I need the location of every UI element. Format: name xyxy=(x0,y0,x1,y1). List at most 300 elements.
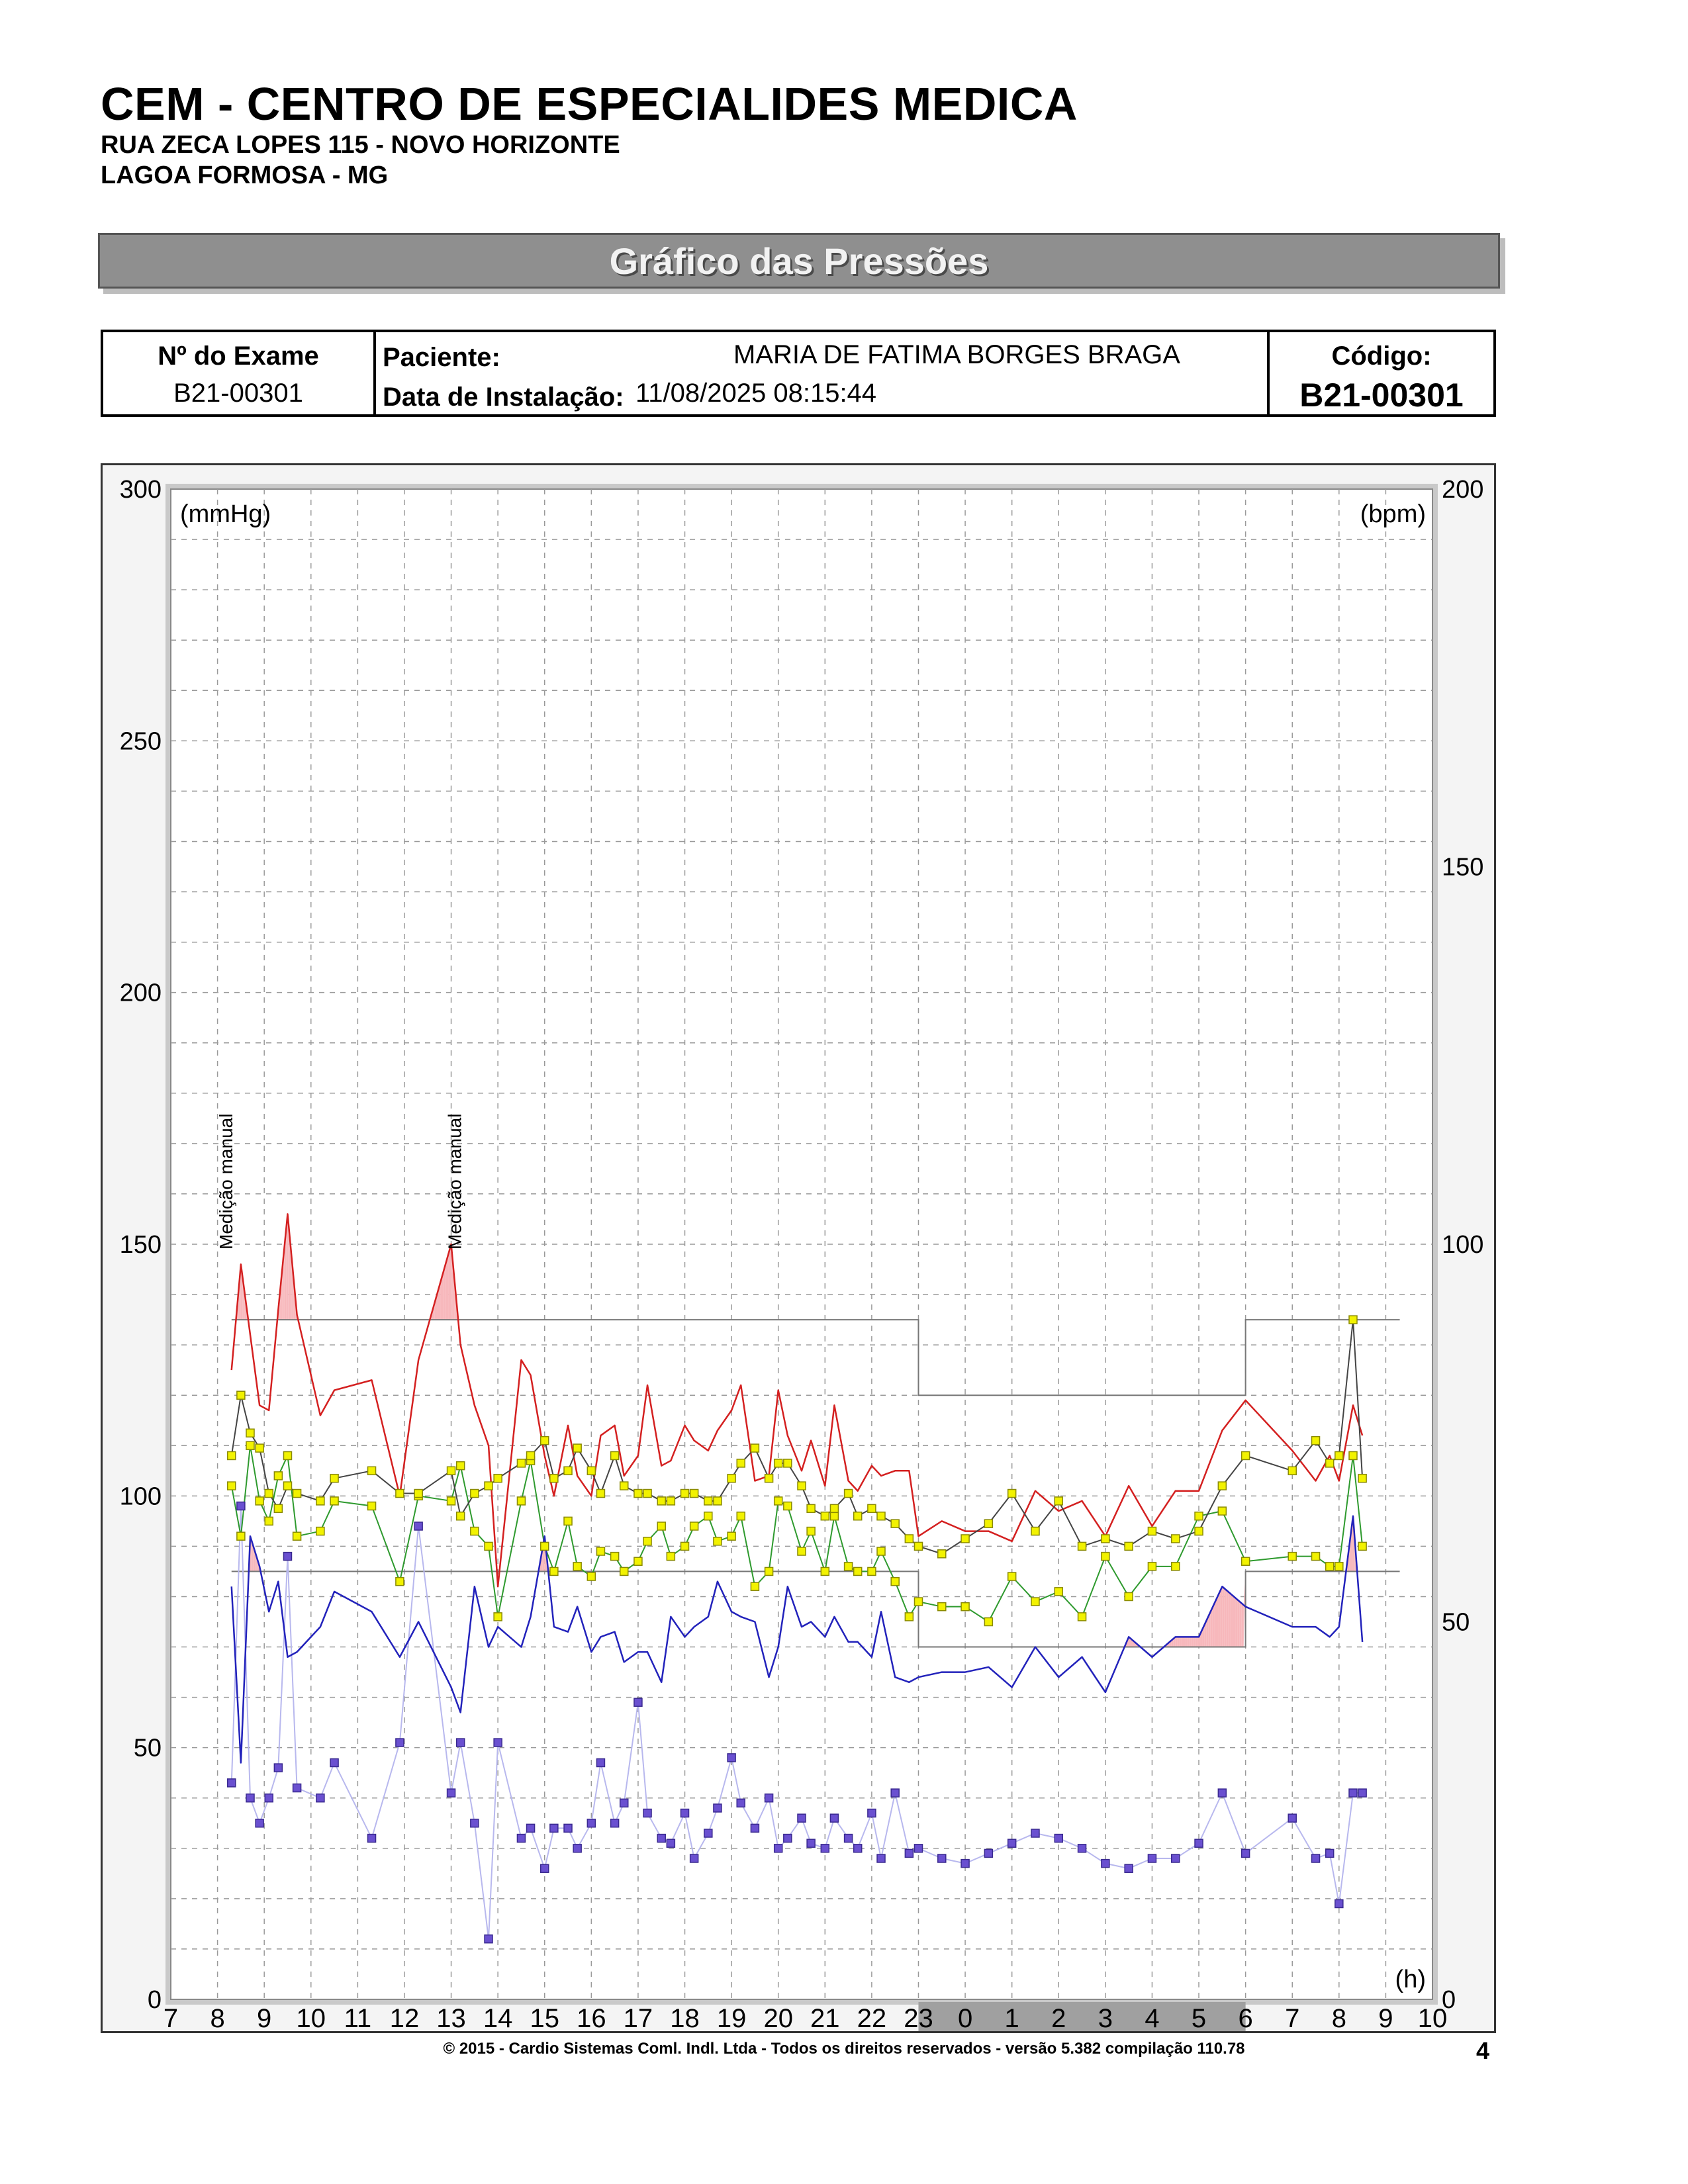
heart-rate-point xyxy=(316,1497,324,1505)
patient-label: Paciente: xyxy=(383,343,500,372)
heart-rate-point xyxy=(485,1482,492,1490)
pulse-pressure-point xyxy=(265,1794,273,1802)
heart-rate-point xyxy=(265,1490,273,1498)
diastolic-excess-area xyxy=(1195,1637,1197,1647)
pulse-pressure-point xyxy=(1148,1854,1156,1862)
pressure-chart xyxy=(103,465,1494,2031)
pulse-pressure-point xyxy=(330,1758,338,1766)
heart-rate-point xyxy=(517,1459,525,1467)
mean-pressure-point xyxy=(1358,1542,1366,1550)
heart-rate-point xyxy=(414,1490,422,1498)
mean-pressure-point xyxy=(1288,1553,1296,1561)
diastolic-excess-area xyxy=(1215,1599,1217,1647)
patient-name: MARIA DE FATIMA BORGES BRAGA xyxy=(733,340,1180,369)
mean-pressure-point xyxy=(681,1542,689,1550)
pulse-pressure-point xyxy=(1055,1835,1062,1843)
pulse-pressure-point xyxy=(905,1849,913,1857)
pulse-pressure-point xyxy=(293,1784,301,1792)
mean-pressure-point xyxy=(587,1572,595,1580)
left-axis-tick-label: 0 xyxy=(147,1986,162,2014)
pulse-pressure-point xyxy=(798,1814,806,1822)
pulse-pressure-point xyxy=(228,1779,236,1787)
heart-rate-point xyxy=(727,1475,735,1482)
diastolic-excess-area xyxy=(1220,1586,1222,1647)
x-axis-tick-label: 23 xyxy=(904,2004,933,2031)
pulse-pressure-point xyxy=(751,1824,759,1832)
heart-rate-point xyxy=(611,1451,619,1459)
heart-rate-point xyxy=(1031,1527,1039,1535)
heart-rate-point xyxy=(905,1535,913,1543)
heart-rate-point xyxy=(527,1451,535,1459)
mean-pressure-point xyxy=(891,1578,899,1586)
mean-pressure-point xyxy=(914,1598,922,1606)
pulse-pressure-point xyxy=(1031,1829,1039,1837)
mean-pressure-point xyxy=(854,1567,862,1575)
pulse-pressure-point xyxy=(807,1839,815,1847)
diastolic-excess-area xyxy=(1232,1595,1234,1647)
heart-rate-point xyxy=(587,1467,595,1475)
manual-measurement-annotation: Medição manual xyxy=(444,1113,465,1250)
heart-rate-point xyxy=(1055,1497,1062,1505)
heart-rate-point xyxy=(330,1475,338,1482)
heart-rate-point xyxy=(690,1490,698,1498)
x-axis-tick-label: 0 xyxy=(957,2004,973,2031)
heart-rate-point xyxy=(447,1467,455,1475)
pulse-pressure-point xyxy=(587,1819,595,1827)
mean-pressure-point xyxy=(447,1497,455,1505)
heart-rate-point xyxy=(1326,1459,1334,1467)
mean-pressure-point xyxy=(316,1527,324,1535)
diastolic-excess-area xyxy=(1213,1604,1215,1647)
footer-copyright: © 2015 - Cardio Sistemas Coml. Indl. Ltda - Todos os direitos reservados - versão 5.382 compilação 110.78 xyxy=(443,2040,1245,2058)
heart-rate-point xyxy=(596,1490,604,1498)
mean-pressure-point xyxy=(1078,1613,1086,1621)
pulse-pressure-point xyxy=(447,1789,455,1797)
mean-pressure-point xyxy=(274,1472,282,1480)
x-axis-tick-label: 7 xyxy=(1285,2004,1300,2031)
x-axis-tick-label: 5 xyxy=(1191,2004,1207,2031)
heart-rate-point xyxy=(1349,1316,1357,1324)
left-axis-tick-label: 300 xyxy=(119,476,162,504)
pulse-pressure-point xyxy=(765,1794,773,1802)
x-axis-tick-label: 13 xyxy=(436,2004,466,2031)
diastolic-excess-area xyxy=(1224,1588,1226,1647)
pulse-pressure-point xyxy=(984,1849,992,1857)
heart-rate-point xyxy=(494,1475,502,1482)
mean-pressure-point xyxy=(1102,1553,1109,1561)
mean-pressure-point xyxy=(228,1482,236,1490)
mean-pressure-point xyxy=(845,1563,853,1570)
heart-rate-point xyxy=(457,1512,465,1520)
systolic-excess-area xyxy=(448,1244,451,1320)
pulse-pressure-point xyxy=(690,1854,698,1862)
left-axis-tick-label: 150 xyxy=(119,1231,162,1259)
pulse-pressure-point xyxy=(550,1824,558,1832)
mean-pressure-point xyxy=(830,1512,838,1520)
mean-pressure-point xyxy=(798,1547,806,1555)
x-axis-tick-label: 8 xyxy=(210,2004,225,2031)
clinic-header xyxy=(101,78,1078,191)
mean-pressure-point xyxy=(396,1578,404,1586)
code-cell xyxy=(1270,332,1493,414)
install-date-label: Data de Instalação: xyxy=(383,383,624,412)
left-axis-tick-label: 250 xyxy=(119,727,162,756)
heart-rate-point xyxy=(961,1535,969,1543)
pulse-pressure-point xyxy=(1288,1814,1296,1822)
pulse-pressure-point xyxy=(485,1935,492,1943)
mean-pressure-point xyxy=(714,1537,722,1545)
pulse-pressure-point xyxy=(596,1758,604,1766)
mean-pressure-point xyxy=(457,1462,465,1470)
heart-rate-point xyxy=(868,1504,876,1512)
x-axis-tick-label: 17 xyxy=(623,2004,653,2031)
right-axis-tick-label: 0 xyxy=(1442,1986,1456,2014)
x-axis-tick-label: 1 xyxy=(1004,2004,1019,2031)
heart-rate-point xyxy=(541,1437,549,1445)
diastolic-excess-area xyxy=(1184,1637,1186,1647)
x-axis-tick-label: 3 xyxy=(1098,2004,1113,2031)
mean-pressure-point xyxy=(774,1497,782,1505)
pulse-pressure-point xyxy=(414,1522,422,1530)
x-axis-tick-label: 11 xyxy=(344,2004,372,2031)
mean-pressure-point xyxy=(807,1527,815,1535)
mean-pressure-point xyxy=(550,1567,558,1575)
page-number: 4 xyxy=(1476,2037,1490,2064)
exam-number-cell xyxy=(103,332,376,414)
diastolic-excess-area xyxy=(1178,1637,1180,1647)
pulse-pressure-point xyxy=(643,1809,651,1817)
diastolic-excess-area xyxy=(1180,1637,1182,1647)
left-unit-label: (mmHg) xyxy=(180,500,271,528)
pulse-pressure-point xyxy=(1172,1854,1180,1862)
pulse-pressure-point xyxy=(845,1835,853,1843)
heart-rate-point xyxy=(471,1490,479,1498)
heart-rate-point xyxy=(807,1504,815,1512)
diastolic-excess-area xyxy=(1230,1593,1232,1647)
pulse-pressure-point xyxy=(938,1854,946,1862)
heart-rate-point xyxy=(237,1391,245,1399)
mean-pressure-point xyxy=(1326,1563,1334,1570)
heart-rate-point xyxy=(368,1467,376,1475)
heart-rate-point xyxy=(283,1482,291,1490)
diastolic-excess-area xyxy=(1182,1637,1184,1647)
mean-pressure-point xyxy=(596,1547,604,1555)
diastolic-excess-area xyxy=(1176,1637,1178,1647)
pulse-pressure-point xyxy=(877,1854,885,1862)
pulse-pressure-point xyxy=(368,1835,376,1843)
pulse-pressure-point xyxy=(1335,1899,1343,1907)
mean-pressure-point xyxy=(471,1527,479,1535)
pulse-pressure-point xyxy=(1312,1854,1320,1862)
x-axis-tick-label: 9 xyxy=(1378,2004,1393,2031)
mean-pressure-point xyxy=(765,1567,773,1575)
diastolic-excess-area xyxy=(1185,1637,1187,1647)
mean-pressure-point xyxy=(611,1553,619,1561)
manual-measurement-annotation: Medição manual xyxy=(215,1113,236,1250)
heart-rate-point xyxy=(938,1550,946,1558)
heart-rate-point xyxy=(228,1451,236,1459)
diastolic-excess-area xyxy=(1234,1596,1236,1647)
exam-number-label: Nº do Exame xyxy=(158,341,319,371)
mean-pressure-point xyxy=(1125,1592,1133,1600)
pressure-chart-frame xyxy=(101,463,1496,2033)
heart-rate-point xyxy=(1312,1437,1320,1445)
diastolic-excess-area xyxy=(1236,1598,1238,1647)
diastolic-excess-area xyxy=(1240,1602,1242,1647)
pulse-pressure-point xyxy=(573,1844,581,1852)
mean-pressure-point xyxy=(517,1497,525,1505)
heart-rate-point xyxy=(1172,1535,1180,1543)
pulse-pressure-point xyxy=(471,1819,479,1827)
x-axis-tick-label: 4 xyxy=(1145,2004,1160,2031)
pulse-pressure-point xyxy=(1349,1789,1357,1797)
page-title: Gráfico das Pressões xyxy=(609,240,989,282)
heart-rate-point xyxy=(1335,1451,1343,1459)
mean-pressure-point xyxy=(541,1542,549,1550)
pulse-pressure-point xyxy=(714,1804,722,1812)
pulse-pressure-point xyxy=(1242,1849,1250,1857)
pulse-pressure-point xyxy=(704,1829,712,1837)
mean-pressure-point xyxy=(1242,1557,1250,1565)
mean-pressure-point xyxy=(1349,1451,1357,1459)
heart-rate-point xyxy=(1242,1451,1250,1459)
patient-cell xyxy=(376,332,1270,414)
pulse-pressure-point xyxy=(1358,1789,1366,1797)
x-axis-tick-label: 10 xyxy=(1417,2004,1448,2031)
pulse-pressure-point xyxy=(784,1835,792,1843)
x-axis-tick-label: 15 xyxy=(530,2004,559,2031)
mean-pressure-point xyxy=(573,1563,581,1570)
diastolic-excess-area xyxy=(1242,1604,1244,1647)
mean-pressure-point xyxy=(984,1618,992,1626)
pulse-pressure-point xyxy=(737,1799,745,1807)
heart-rate-point xyxy=(1218,1482,1226,1490)
mean-pressure-point xyxy=(246,1441,254,1449)
heart-rate-point xyxy=(550,1475,558,1482)
mean-pressure-point xyxy=(657,1522,665,1530)
pulse-pressure-point xyxy=(494,1739,502,1747)
heart-rate-point xyxy=(751,1444,759,1452)
heart-rate-point xyxy=(798,1482,806,1490)
x-axis-tick-label: 10 xyxy=(296,2004,326,2031)
mean-pressure-point xyxy=(877,1547,885,1555)
mean-pressure-point xyxy=(1031,1598,1039,1606)
heart-rate-point xyxy=(1288,1467,1296,1475)
x-axis-tick-label: 6 xyxy=(1238,2004,1253,2031)
code-label: Código: xyxy=(1331,341,1432,371)
mean-pressure-point xyxy=(961,1603,969,1611)
heart-rate-point xyxy=(845,1490,853,1498)
mean-pressure-point xyxy=(667,1553,675,1561)
install-date-value: 11/08/2025 08:15:44 xyxy=(635,379,877,408)
right-axis-tick-label: 50 xyxy=(1442,1608,1470,1637)
pulse-pressure-point xyxy=(274,1764,282,1772)
heart-rate-point xyxy=(774,1459,782,1467)
diastolic-excess-area xyxy=(1191,1637,1193,1647)
heart-rate-point xyxy=(274,1504,282,1512)
mean-pressure-point xyxy=(868,1567,876,1575)
clinic-address: RUA ZECA LOPES 115 - NOVO HORIZONTE xyxy=(101,131,620,159)
diastolic-excess-area xyxy=(1218,1591,1220,1647)
x-axis-tick-label: 19 xyxy=(716,2004,747,2031)
heart-rate-point xyxy=(877,1512,885,1520)
heart-rate-point xyxy=(914,1542,922,1550)
pulse-pressure-point xyxy=(868,1809,876,1817)
mean-pressure-point xyxy=(283,1451,291,1459)
mean-pressure-point xyxy=(1335,1563,1343,1570)
heart-rate-point xyxy=(643,1490,651,1498)
pulse-pressure-point xyxy=(961,1860,969,1868)
pulse-pressure-point xyxy=(1125,1864,1133,1872)
diastolic-excess-area xyxy=(1217,1595,1219,1647)
diastolic-excess-area xyxy=(1187,1637,1189,1647)
diastolic-excess-area xyxy=(1193,1637,1195,1647)
pulse-pressure-point xyxy=(634,1698,642,1706)
heart-rate-point xyxy=(984,1520,992,1527)
mean-pressure-point xyxy=(1312,1553,1320,1561)
pulse-pressure-point xyxy=(396,1739,404,1747)
pulse-pressure-point xyxy=(527,1824,535,1832)
mean-pressure-point xyxy=(1055,1588,1062,1596)
left-axis-tick-label: 200 xyxy=(119,979,162,1007)
mean-pressure-point xyxy=(1195,1512,1203,1520)
heart-rate-point xyxy=(256,1444,263,1452)
mean-pressure-point xyxy=(237,1532,245,1540)
mean-pressure-point xyxy=(727,1532,735,1540)
heart-rate-point xyxy=(737,1459,745,1467)
heart-rate-point xyxy=(765,1475,773,1482)
mean-pressure-point xyxy=(330,1497,338,1505)
pulse-pressure-point xyxy=(821,1844,829,1852)
left-axis-tick-label: 100 xyxy=(119,1482,162,1511)
x-unit-label: (h) xyxy=(1395,1966,1426,1993)
pulse-pressure-point xyxy=(727,1754,735,1762)
right-axis-tick-label: 200 xyxy=(1442,476,1484,504)
heart-rate-point xyxy=(634,1490,642,1498)
pulse-pressure-point xyxy=(611,1819,619,1827)
mean-pressure-point xyxy=(1148,1563,1156,1570)
heart-rate-point xyxy=(1102,1535,1109,1543)
diastolic-excess-area xyxy=(1189,1637,1191,1647)
x-axis-tick-label: 22 xyxy=(857,2004,887,2031)
pulse-pressure-point xyxy=(830,1814,838,1822)
right-axis-tick-label: 150 xyxy=(1442,853,1484,882)
pulse-pressure-point xyxy=(1078,1844,1086,1852)
mean-pressure-point xyxy=(1008,1572,1016,1580)
pulse-pressure-point xyxy=(854,1844,862,1852)
pulse-pressure-point xyxy=(246,1794,254,1802)
x-axis-tick-label: 18 xyxy=(670,2004,700,2031)
pulse-pressure-point xyxy=(657,1835,665,1843)
page-title-bar xyxy=(98,233,1500,289)
mean-pressure-point xyxy=(905,1613,913,1621)
heart-rate-point xyxy=(1078,1542,1086,1550)
diastolic-excess-area xyxy=(1228,1592,1230,1647)
diastolic-excess-area xyxy=(1211,1608,1213,1647)
heart-rate-point xyxy=(704,1497,712,1505)
clinic-name: CEM - CENTRO DE ESPECIALIDES MEDICA xyxy=(101,78,1078,130)
mean-pressure-point xyxy=(620,1567,628,1575)
x-axis-tick-label: 14 xyxy=(483,2004,513,2031)
mean-pressure-point xyxy=(643,1537,651,1545)
heart-rate-point xyxy=(784,1459,792,1467)
diastolic-excess-area xyxy=(1226,1590,1228,1647)
x-axis-tick-label: 12 xyxy=(389,2004,420,2031)
x-axis-tick-label: 16 xyxy=(577,2004,606,2031)
diastolic-excess-area xyxy=(1238,1600,1240,1647)
heart-rate-point xyxy=(714,1497,722,1505)
mean-pressure-point xyxy=(821,1567,829,1575)
pulse-pressure-point xyxy=(620,1799,628,1807)
mean-pressure-point xyxy=(485,1542,492,1550)
mean-pressure-point xyxy=(784,1502,792,1510)
heart-rate-point xyxy=(891,1520,899,1527)
diastolic-excess-area xyxy=(1222,1586,1224,1647)
heart-rate-point xyxy=(620,1482,628,1490)
pulse-pressure-point xyxy=(541,1864,549,1872)
heart-rate-point xyxy=(681,1490,689,1498)
exam-info-table xyxy=(101,330,1496,417)
pulse-pressure-point xyxy=(316,1794,324,1802)
heart-rate-point xyxy=(1358,1475,1366,1482)
pulse-pressure-point xyxy=(564,1824,572,1832)
pulse-pressure-point xyxy=(891,1789,899,1797)
pulse-pressure-point xyxy=(774,1844,782,1852)
x-axis-tick-label: 9 xyxy=(257,2004,272,2031)
heart-rate-point xyxy=(821,1512,829,1520)
mean-pressure-point xyxy=(634,1557,642,1565)
heart-rate-point xyxy=(293,1490,301,1498)
x-axis-tick-label: 2 xyxy=(1051,2004,1066,2031)
mean-pressure-point xyxy=(704,1512,712,1520)
exam-number-value: B21-00301 xyxy=(173,379,303,408)
pulse-pressure-point xyxy=(1102,1860,1109,1868)
mean-pressure-point xyxy=(938,1603,946,1611)
heart-rate-point xyxy=(1008,1490,1016,1498)
mean-pressure-point xyxy=(737,1512,745,1520)
heart-rate-point xyxy=(657,1497,665,1505)
pulse-pressure-point xyxy=(457,1739,465,1747)
right-unit-label: (bpm) xyxy=(1360,500,1426,528)
x-axis-tick-label: 21 xyxy=(810,2004,840,2031)
pulse-pressure-point xyxy=(667,1839,675,1847)
clinic-city: LAGOA FORMOSA - MG xyxy=(101,161,389,189)
pulse-pressure-point xyxy=(283,1553,291,1561)
heart-rate-point xyxy=(667,1497,675,1505)
mean-pressure-point xyxy=(256,1497,263,1505)
mean-pressure-point xyxy=(1218,1507,1226,1515)
left-axis-tick-label: 50 xyxy=(133,1734,162,1762)
pulse-pressure-point xyxy=(681,1809,689,1817)
heart-rate-point xyxy=(1148,1527,1156,1535)
heart-rate-point xyxy=(1125,1542,1133,1550)
diastolic-excess-area xyxy=(1197,1637,1199,1647)
heart-rate-point xyxy=(830,1504,838,1512)
mean-pressure-point xyxy=(564,1517,572,1525)
pulse-pressure-point xyxy=(517,1835,525,1843)
x-axis-tick-label: 20 xyxy=(763,2004,793,2031)
heart-rate-point xyxy=(246,1429,254,1437)
heart-rate-point xyxy=(1195,1527,1203,1535)
mean-pressure-point xyxy=(293,1532,301,1540)
x-axis-tick-label: 7 xyxy=(163,2004,179,2031)
x-axis-tick-label: 8 xyxy=(1331,2004,1346,2031)
pulse-pressure-point xyxy=(256,1819,263,1827)
mean-pressure-point xyxy=(265,1517,273,1525)
heart-rate-point xyxy=(396,1490,404,1498)
heart-rate-point xyxy=(854,1512,862,1520)
pulse-pressure-point xyxy=(1195,1839,1203,1847)
